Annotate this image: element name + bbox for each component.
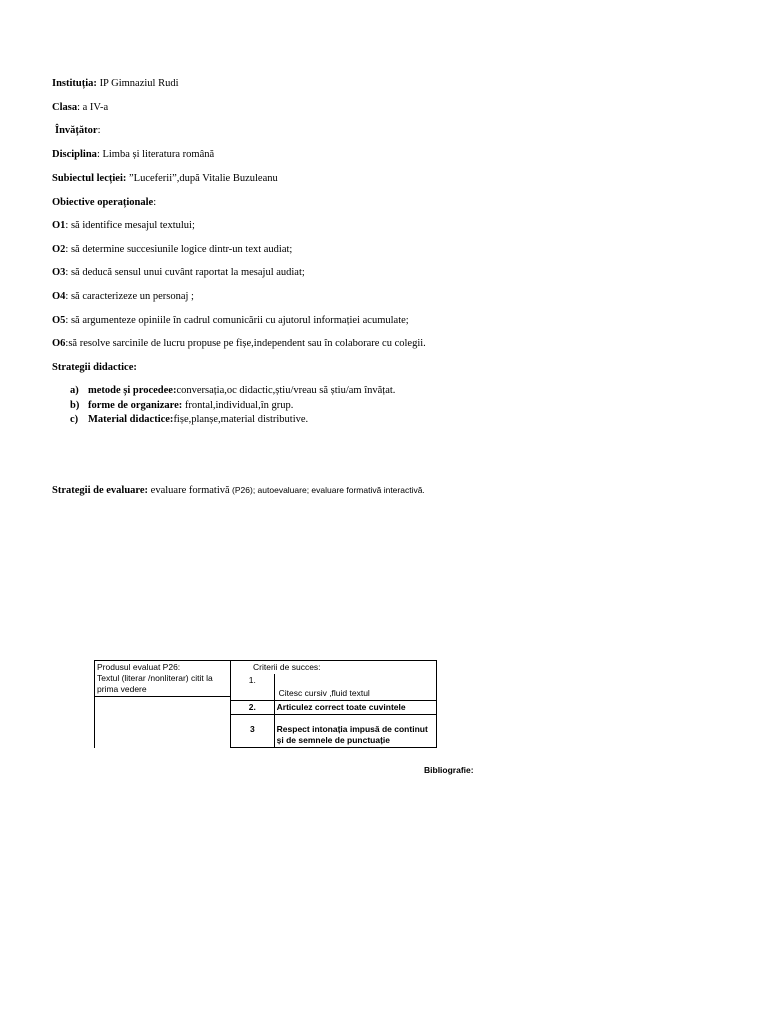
list-marker: a) — [70, 385, 79, 396]
objectives-colon: : — [153, 197, 157, 208]
list-item — [70, 413, 395, 428]
institution-line — [52, 77, 179, 91]
strategy-label: Material didactice: — [88, 414, 174, 425]
objective-text: : să identifice mesajul textului; — [65, 220, 195, 231]
strategies-title: Strategii didactice: — [52, 362, 137, 373]
table-row — [95, 715, 437, 748]
objective-text: : să argumenteze opiniile în cadrul comunicării cu ajutorul informației acumulate; — [65, 315, 409, 326]
table-row — [95, 661, 437, 675]
objective-text: :să resolve sarcinile de lucru propuse pe fișe,independent sau în colaborare cu colegii. — [65, 338, 426, 349]
criterion-text: Citesc cursiv ,fluid textul — [274, 674, 436, 701]
objective-o2 — [52, 243, 292, 257]
criterion-number: 3 — [231, 715, 275, 748]
objective-code: O5 — [52, 315, 66, 326]
objective-o6 — [52, 337, 426, 351]
product-title: Produsul evaluat P26: — [97, 662, 181, 672]
list-item — [70, 384, 395, 399]
list-marker: c) — [70, 414, 79, 425]
teacher-label: Învățător — [55, 125, 98, 136]
evaluation-text: evaluare formativă — [148, 485, 230, 496]
criterion-number: 1. — [231, 674, 275, 701]
list-marker: b) — [70, 399, 80, 411]
discipline-value: : Limba și literatura română — [96, 149, 215, 160]
objective-code: O1 — [52, 220, 66, 231]
product-description: Textul (literar /nonliterar) citit la prima vedere — [95, 673, 230, 697]
objective-code: O6 — [52, 338, 66, 349]
objective-o4 — [52, 290, 194, 304]
lesson-subject-line — [52, 172, 278, 186]
class-value: : a IV-a — [77, 102, 109, 113]
discipline-line — [52, 148, 214, 162]
objectives-label: Obiective operaționale — [52, 197, 154, 208]
institution-label: Instituția: — [52, 78, 97, 89]
criterion-text: Articulez correct toate cuvintele — [274, 701, 436, 715]
lesson-subject-label: Subiectul lecției: — [52, 173, 127, 184]
evaluation-label: Strategii de evaluare: — [52, 485, 149, 496]
strategy-text: frontal,individual,în grup. — [182, 399, 294, 411]
objective-code: O3 — [52, 267, 66, 278]
objective-text: : să caracterizeze un personaj ; — [65, 291, 194, 302]
strategy-text: fișe,planșe,material distributive. — [173, 414, 309, 425]
criterion-text: Respect intonația impusă de continut și de semnele de punctuație — [274, 715, 436, 748]
objective-o1 — [52, 219, 195, 233]
criterion-number: 2. — [231, 701, 275, 715]
criteria-title: Criterii de succes: — [253, 662, 321, 672]
objective-o3 — [52, 266, 305, 280]
product-cell — [95, 661, 231, 715]
strategy-label: metode și procedee: — [88, 385, 177, 396]
evaluation-line — [52, 483, 425, 498]
teacher-value: : — [97, 125, 101, 136]
criteria-title-cell — [231, 661, 437, 675]
strategy-text: conversația,oc didactic,știu/vreau să știu/am învățat. — [176, 385, 396, 396]
institution-value: IP Gimnaziul Rudi — [96, 78, 179, 89]
evaluation-table — [94, 660, 437, 748]
class-label: Clasa — [52, 102, 78, 113]
strategy-label: forme de organizare: — [88, 399, 183, 411]
objective-o5 — [52, 314, 409, 328]
objective-code: O2 — [52, 244, 66, 255]
strategies-heading — [52, 361, 137, 375]
objectives-heading — [52, 196, 156, 210]
class-line — [52, 101, 108, 115]
objective-text: : să determine succesiunile logice dintr-un text audiat; — [65, 244, 293, 255]
objective-code: O4 — [52, 291, 66, 302]
bibliography-label: Bibliografie: — [424, 765, 474, 775]
list-item — [70, 399, 395, 414]
objective-text: : să deducă sensul unui cuvânt raportat la mesajul audiat; — [65, 267, 305, 278]
evaluation-text-continued: (P26); autoevaluare; evaluare formativă interactivă. — [229, 485, 425, 495]
teacher-line — [55, 124, 101, 138]
product-cell-continued — [95, 715, 231, 748]
discipline-label: Disciplina — [52, 149, 97, 160]
strategies-list — [70, 384, 395, 428]
lesson-subject-value: ”Luceferii”,după Vitalie Buzuleanu — [126, 173, 278, 184]
